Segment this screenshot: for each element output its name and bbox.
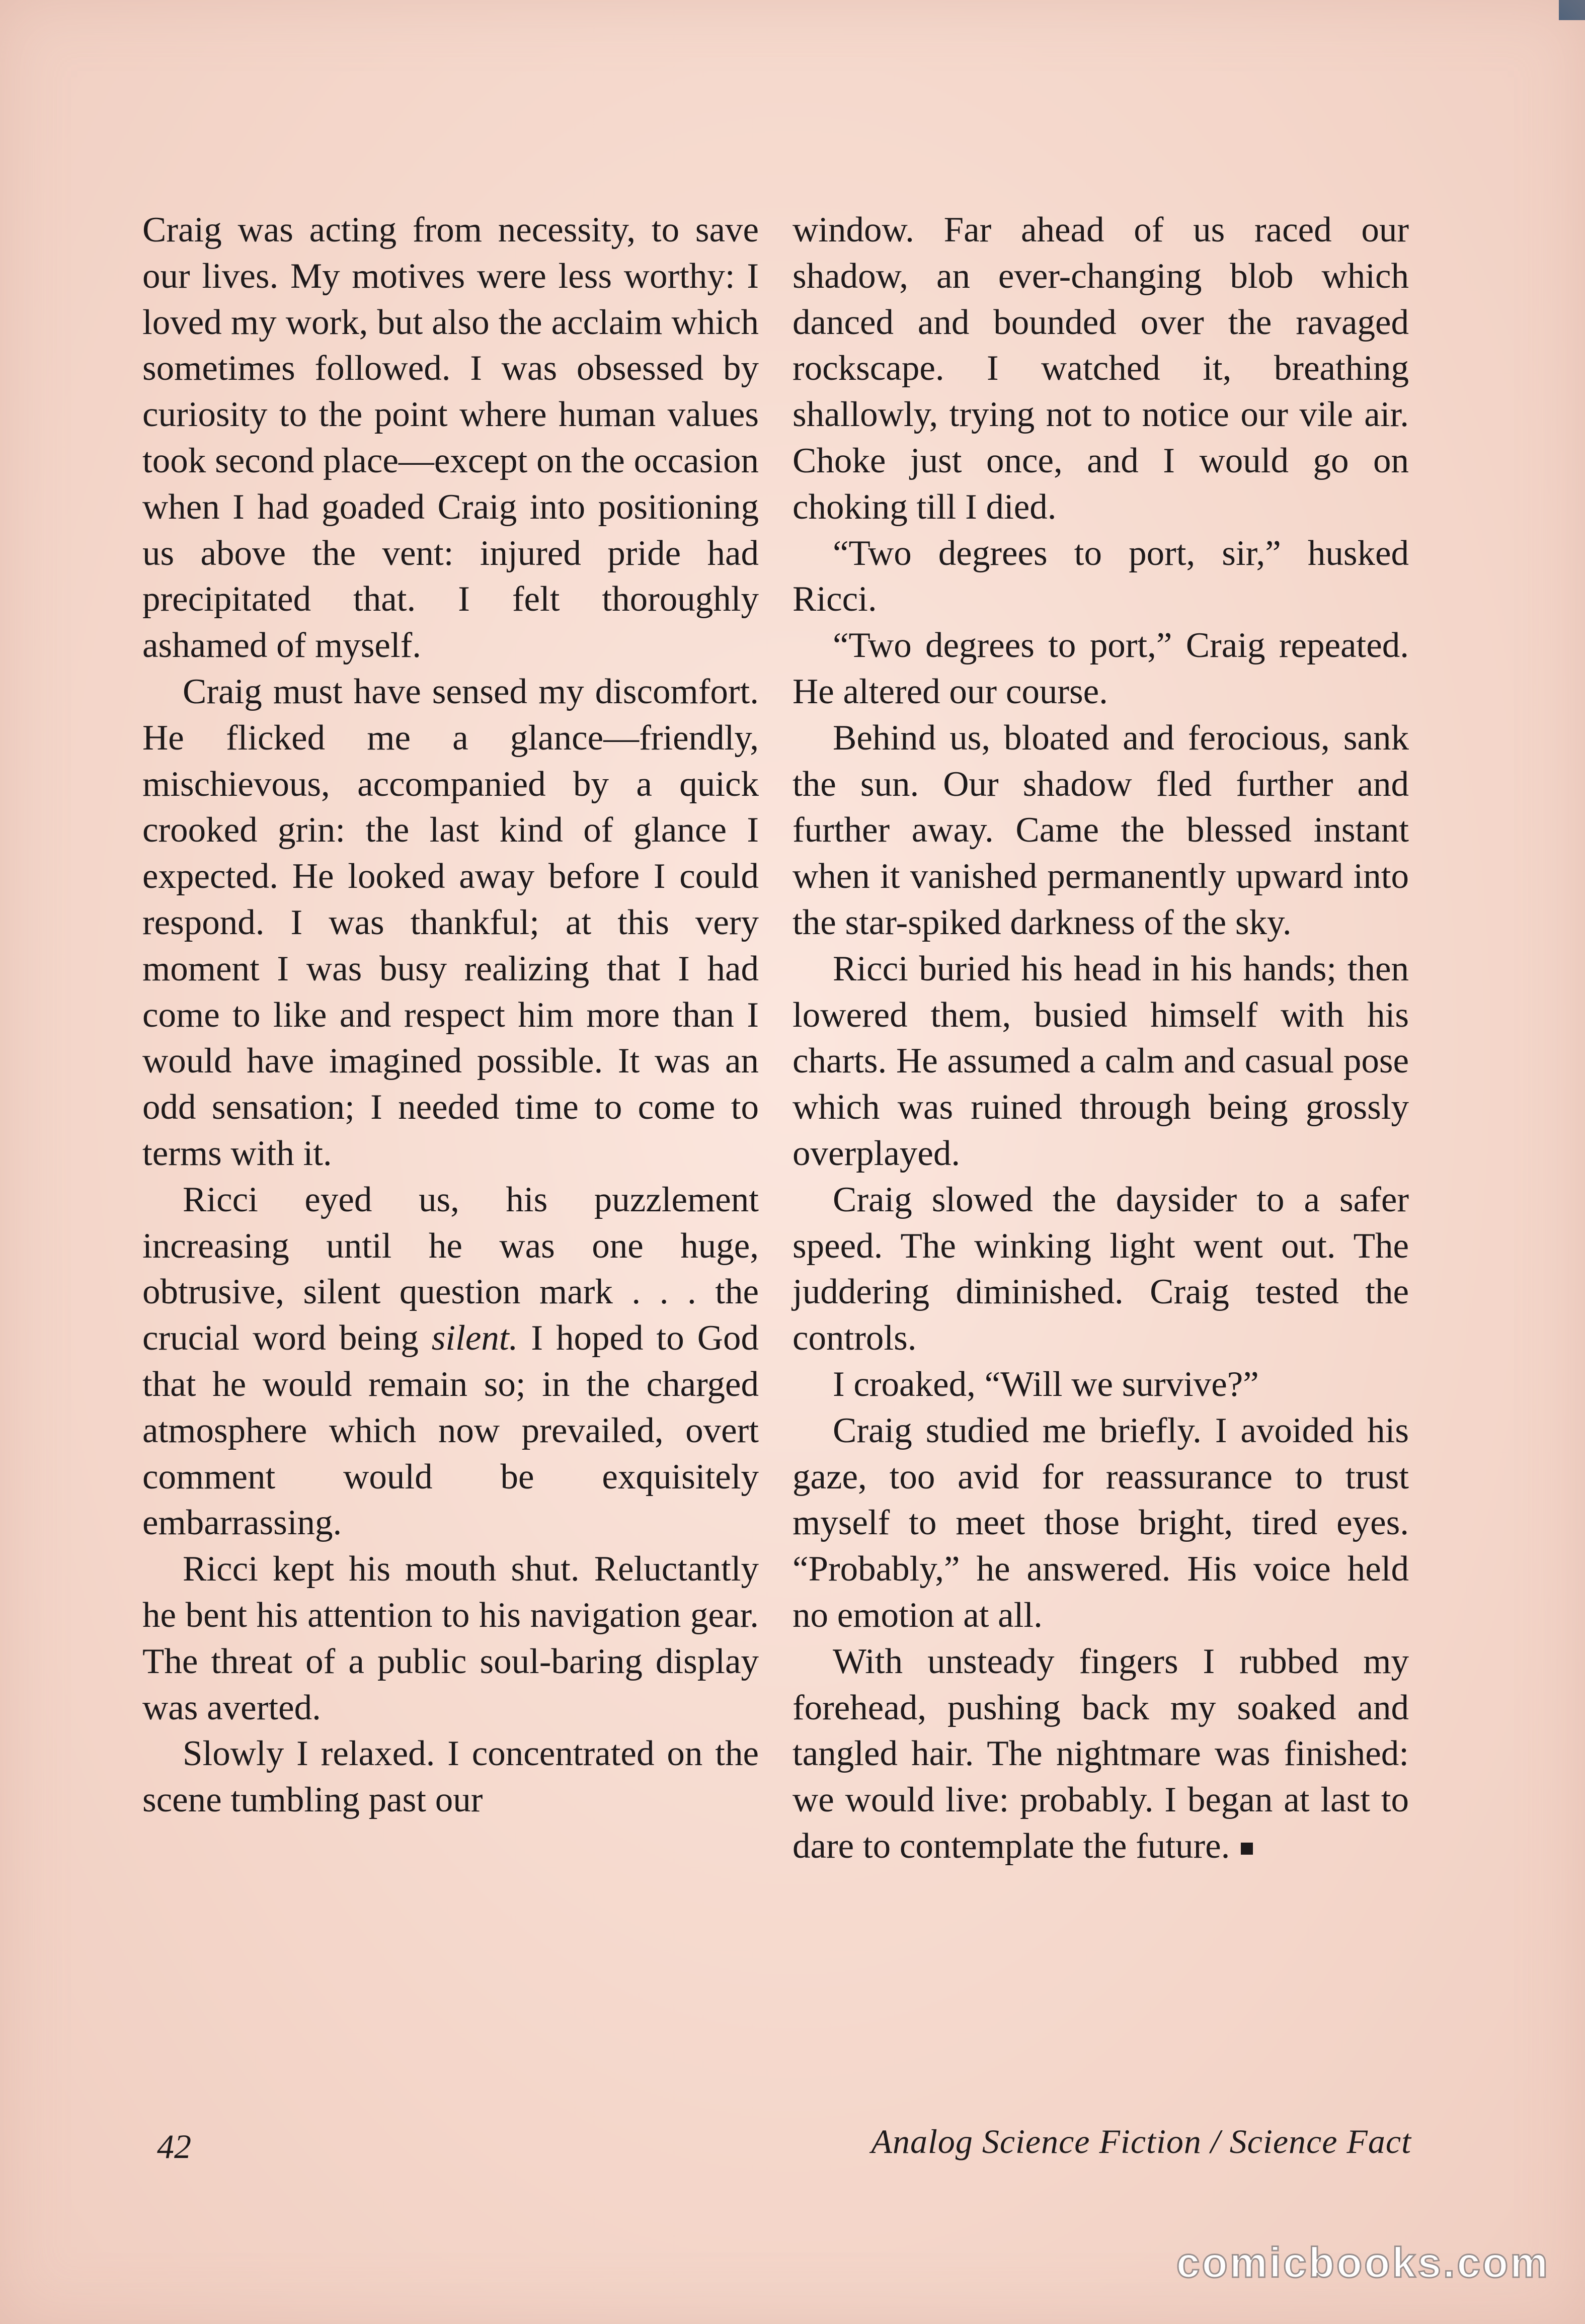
- emphasized-word: silent.: [431, 1318, 518, 1358]
- paragraph: Craig slowed the daysider to a safer speed. The winking light went out. The juddering diminished. Craig tested the controls.: [792, 1180, 1409, 1358]
- paragraph: “Two degrees to port, sir,” husked Ricci.: [792, 533, 1409, 619]
- right-column: [792, 207, 1409, 1870]
- publication-title: Analog Science Fiction / Science Fact: [871, 2122, 1411, 2161]
- paragraph: Craig must have sensed my discomfort. He flicked me a glance—friendly, mischievous, accompanied by a quick crooked grin: the last kind of glance I expected. He looked away before I could respond. I was thankful; at this very moment I was busy realizing that I had come to like and respect him more than I would have imagined possible. It was an odd sensation; I needed time to come to terms with it.: [142, 672, 759, 1173]
- left-column: [142, 207, 759, 1823]
- paragraph: Ricci buried his head in his hands; then lowered them, busied himself with his charts. He assumed a calm and casual pose which was ruined through being grossly overplayed.: [792, 949, 1409, 1173]
- paragraph-text: I hoped to God that he would remain so; in the charged atmosphere which now prevailed, overt comment would be exquisitely embarrassing.: [142, 1318, 759, 1543]
- paragraph: Slowly I relaxed. I concentrated on the scene tumbling past our: [142, 1734, 759, 1820]
- paragraph: window. Far ahead of us raced our shadow, an ever-changing blob which danced and bounded over the ravaged rockscape. I watched it, breathing shallowly, trying not to notice our vile air. Choke just once, and I would go on choking till I died.: [792, 210, 1409, 527]
- paragraph: Craig was acting from necessity, to save our lives. My motives were less worthy: I loved my work, but also the acclaim which sometimes followed. I was obsessed by curiosity to the point where human values took second place—except on the occasion when I had goaded Craig into positioning us above the vent: injured pride had precipitated that. I felt thoroughly ashamed of myself.: [142, 210, 759, 666]
- paragraph: Ricci kept his mouth shut. Reluctantly he bent his attention to his navigation gear. The threat of a public soul-baring display was averted.: [142, 1549, 759, 1727]
- paragraph-text: With unsteady fingers I rubbed my forehead, pushing back my soaked and tangled hair. The nightmare was finished: we would live: probably. I began at last to dare to contemplate the future.: [792, 1641, 1409, 1866]
- end-of-story-icon: [1241, 1843, 1253, 1855]
- paragraph: I croaked, “Will we survive?”: [833, 1364, 1259, 1404]
- staple: [1559, 0, 1585, 20]
- paragraph: Craig studied me briefly. I avoided his gaze, too avid for reassurance to trust myself to meet those bright, tired eyes. “Probably,” he answered. His voice held no emotion at all.: [792, 1410, 1409, 1635]
- paragraph: “Two degrees to port,” Craig repeated. He altered our course.: [792, 626, 1409, 711]
- paragraph: [142, 1177, 759, 1546]
- paragraph: [792, 1639, 1409, 1870]
- paragraph-text: Ricci eyed us, his puzzlement increasing until he was one huge, obtrusive, silent question mark . . . the crucial word being: [142, 1180, 759, 1358]
- watermark-logo: comicbooks.com: [1176, 2239, 1550, 2286]
- paragraph: Behind us, bloated and ferocious, sank the sun. Our shadow fled further and further away. Came the blessed instant when it vanished permanently upward into the star-spiked darkness of the sky.: [792, 718, 1409, 942]
- page-number: 42: [157, 2127, 191, 2166]
